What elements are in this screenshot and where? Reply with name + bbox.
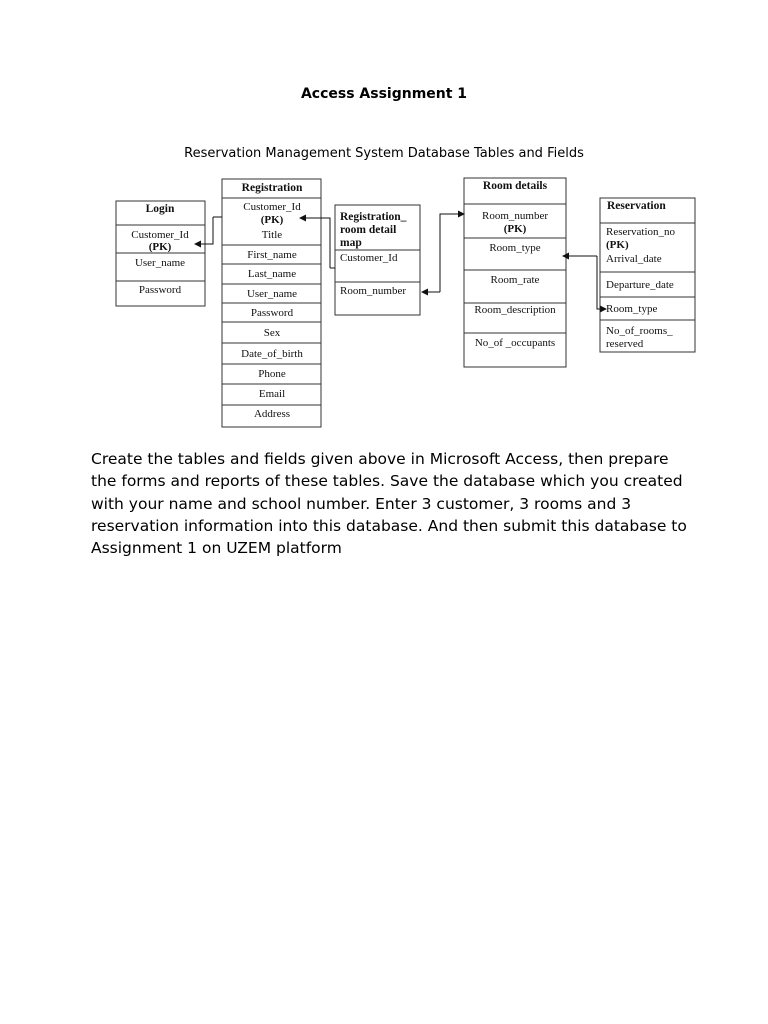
registration-field-password: Password: [250, 307, 294, 319]
room-details-field-pk: (PK): [503, 223, 527, 235]
reservation-field-arrival-date: Arrival_date: [606, 253, 662, 265]
reservation-field-reserved: reserved: [606, 338, 644, 350]
table-registration: [222, 179, 321, 427]
table-login: [116, 201, 205, 306]
login-field-user-name: User_name: [134, 257, 186, 269]
reservation-field-no-of-rooms: No_of_rooms_: [606, 325, 673, 337]
registration-title: Registration: [241, 182, 303, 194]
instructions-text: Create the tables and fields given above in Microsoft Access, then prepare the forms and reports of these tables. Save the database which you created with your name and school number. Enter 3 customer, 3 rooms and 3 reservation information into this database. And then submit this database to: [91, 450, 687, 535]
login-field-password: Password: [138, 284, 182, 296]
reservation-field-reservation-no: Reservation_no: [606, 226, 676, 238]
registration-field-user-name: User_name: [246, 288, 298, 300]
room-details-title: Room details: [482, 180, 548, 192]
registration-field-title: Title: [261, 229, 283, 241]
registration-room-map-field-room-number: Room_number: [340, 285, 406, 297]
reservation-field-departure-date: Departure_date: [606, 279, 674, 291]
room-details-field-room-description: Room_description: [474, 304, 556, 316]
table-registration-room-map: [335, 205, 420, 315]
database-schema-diagram: [0, 0, 768, 440]
registration-room-map-title-line1: Registration_: [340, 211, 407, 223]
registration-field-date-of-birth: Date_of_birth: [241, 348, 303, 360]
reservation-field-room-type: Room_type: [606, 303, 658, 315]
room-details-field-room-rate: Room_rate: [490, 274, 540, 286]
table-room-details: [464, 178, 566, 367]
connector-map-room-details: [440, 214, 464, 292]
table-reservation: [600, 198, 695, 352]
room-details-field-room-type: Room_type: [489, 242, 541, 254]
room-details-field-no-of-occupants: No_of _occupants: [474, 337, 556, 349]
registration-field-pk: (PK): [260, 214, 284, 226]
instructions-assignment-emphasis: Assignment 1: [91, 539, 198, 558]
document-title: Access Assignment 1: [300, 86, 468, 102]
registration-room-map-field-customer-id: Customer_Id: [340, 252, 398, 264]
registration-room-map-title-line3: map: [340, 237, 362, 249]
registration-field-first-name: First_name: [247, 249, 297, 261]
registration-field-phone: Phone: [258, 368, 286, 380]
registration-field-last-name: Last_name: [247, 268, 297, 280]
registration-field-sex: Sex: [263, 327, 281, 339]
login-title: Login: [145, 203, 175, 215]
instructions-paragraph: [91, 448, 691, 559]
instructions-text-end: on UZEM platform: [197, 539, 342, 558]
diagram-caption: Reservation Management System Database Tables and Fields: [184, 146, 584, 161]
room-details-field-room-number: Room_number: [482, 210, 548, 222]
registration-room-map-title-line2: room detail: [340, 224, 397, 236]
registration-field-address: Address: [253, 408, 291, 420]
registration-field-customer-id: Customer_Id: [243, 201, 301, 213]
reservation-title: Reservation: [607, 200, 666, 212]
login-field-customer-id: Customer_Id: [131, 229, 189, 241]
registration-field-email: Email: [258, 388, 286, 400]
login-field-pk: (PK): [148, 241, 172, 253]
reservation-field-pk: (PK): [606, 239, 629, 251]
